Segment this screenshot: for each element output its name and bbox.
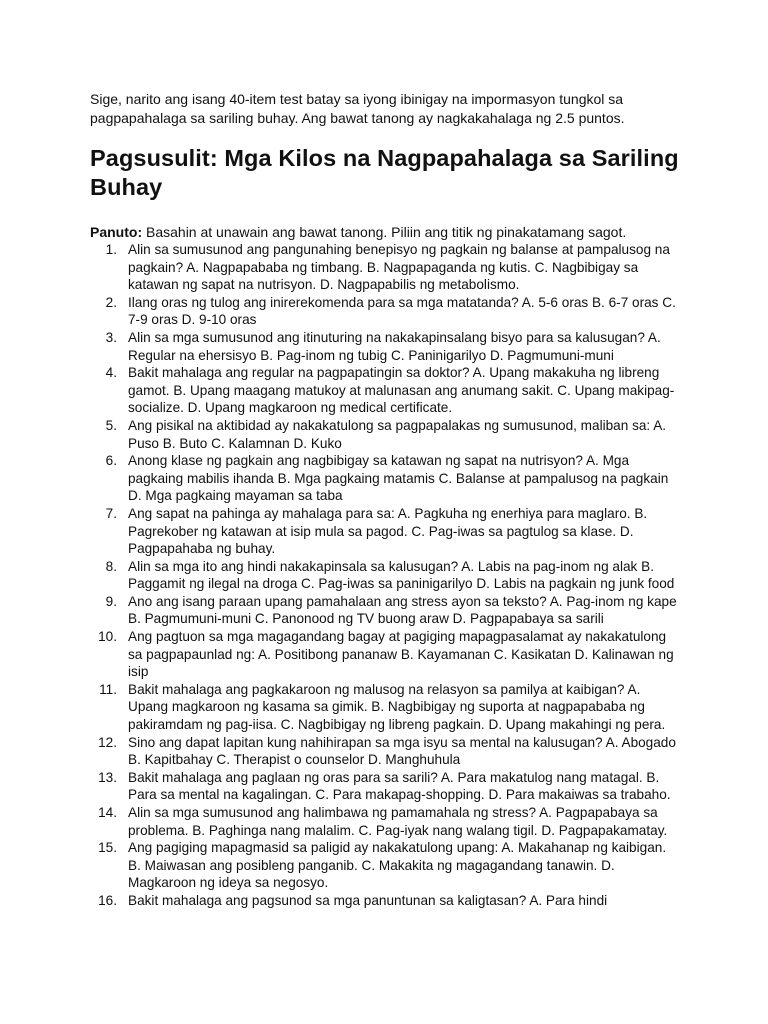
- intro-paragraph: Sige, narito ang isang 40-item test batay sa iyong ibinigay na impormasyon tungkol sa pagpapahalaga sa sariling buhay. Ang bawat tanong ay nagkakahalaga ng 2.5 puntos.: [90, 91, 625, 126]
- question-item: [90, 892, 680, 910]
- question-number: 11.: [99, 681, 117, 697]
- question-item: [90, 417, 680, 452]
- question-text: Ang pagtuon sa mga magagandang bagay at pagiging mapagpasalamat ay nakakatulong sa pagpapaunlad ng: A. Positibong pananaw B. Kayamanan C. Kasikatan D. Kalinawan ng isip: [128, 629, 674, 680]
- question-item: [90, 329, 680, 364]
- question-item: [90, 294, 680, 329]
- page-title: Pagsusulit: Mga Kilos na Nagpapahalaga sa Sariling Buhay: [90, 145, 679, 200]
- question-number: 9.: [105, 593, 117, 609]
- question-number: 15.: [98, 840, 117, 856]
- question-item: [90, 628, 680, 681]
- question-text: Ano ang isang paraan upang pamahalaan ang stress ayon sa teksto? A. Pag-inom ng kape B. Pagmumuni-muni C. Panonood ng TV buong araw D. Pagpapabaya sa sarili: [128, 593, 677, 627]
- question-number: 8.: [105, 558, 117, 574]
- question-item: [90, 681, 680, 734]
- question-item: [90, 804, 680, 839]
- question-list: [90, 241, 680, 910]
- question-text: Bakit mahalaga ang paglaan ng oras para sa sarili? A. Para makatulog nang matagal. B. Para sa mental na kagalingan. C. Para makapag-shopping. D. Para makaiwas sa trabaho.: [128, 769, 671, 803]
- instruction-line: [90, 223, 680, 241]
- question-text: Alin sa mga ito ang hindi nakakapinsala sa kalusugan? A. Labis na pag-inom ng alak B. Paggamit ng ilegal na droga C. Pag-iwas sa paninigarilyo D. Labis na pagkain ng junk food: [128, 558, 675, 592]
- question-text: Alin sa mga sumusunod ang itinuturing na nakakapinsalang bisyo para sa kalusugan? A. Regular na ehersisyo B. Pag-inom ng tubig C. Paninigarilyo D. Pagmumuni-muni: [128, 329, 661, 363]
- question-item: [90, 593, 680, 628]
- question-item: [90, 769, 680, 804]
- question-text: Bakit mahalaga ang pagkakaroon ng malusog na relasyon sa pamilya at kaibigan? A. Upang magkaroon ng kasama sa gimik. B. Nagbibigay ng suporta at nagpapababa ng pakiramdam ng pag-iisa. C. Nagbibigay ng libreng pagkain. D. Upang makahingi ng pera.: [128, 681, 666, 733]
- question-item: [90, 505, 680, 558]
- question-number: 13.: [98, 769, 117, 785]
- question-text: Ang pagiging mapagmasid sa paligid ay nakakatulong upang: A. Makahanap ng kaibigan. B. Maiwasan ang posibleng panganib. C. Makakita ng magagandang tanawin. D. Magkaroon ng ideya sa negosyo.: [128, 840, 667, 891]
- instruction-text: Basahin at unawain ang bawat tanong. Piliin ang titik ng pinakatamang sagot.: [142, 224, 627, 240]
- question-number: 1.: [105, 242, 117, 257]
- question-number: 5.: [105, 417, 117, 433]
- question-number: 16.: [98, 892, 117, 908]
- question-number: 3.: [105, 329, 117, 345]
- question-text: Bakit mahalaga ang pagsunod sa mga panuntunan sa kaligtasan? A. Para hindi: [128, 892, 608, 908]
- question-item: [90, 241, 680, 294]
- question-text: Alin sa sumusunod ang pangunahing benepisyo ng pagkain ng balanse at pampalusog na pagkain? A. Nagpapababa ng timbang. B. Nagpapaganda ng kutis. C. Nagbibigay sa katawan ng sapat na nutrisyon. D. Nagpapabilis ng metabolismo.: [128, 242, 670, 293]
- instruction-label: Panuto:: [90, 224, 143, 240]
- question-number: 14.: [98, 805, 117, 820]
- question-item: [90, 839, 680, 892]
- question-number: 4.: [105, 365, 117, 381]
- question-number: 6.: [105, 453, 117, 469]
- question-text: Bakit mahalaga ang regular na pagpapatingin sa doktor? A. Upang makakuha ng libreng gamot. B. Upang maagang matukoy at malunasan ang anumang sakit. C. Upang makipag-socialize. D. Upang magkaroon ng medical certificate.: [128, 365, 675, 416]
- question-item: [90, 452, 680, 505]
- question-text: Sino ang dapat lapitan kung nahihirapan sa mga isyu sa mental na kalusugan? A. Abogado B. Kapitbahay C. Therapist o counselor D. Manghuhula: [128, 734, 676, 768]
- question-item: [90, 364, 680, 417]
- question-number: 7.: [105, 505, 117, 521]
- question-item: [90, 558, 680, 593]
- question-text: Ang pisikal na aktibidad ay nakakatulong sa pagpapalakas ng sumusunod, maliban sa: A. Puso B. Buto C. Kalamnan D. Kuko: [128, 417, 667, 451]
- question-text: Ang sapat na pahinga ay mahalaga para sa: A. Pagkuha ng enerhiya para maglaro. B. Pagrekober ng katawan at isip mula sa pagod. C. Pag-iwas sa pagtulog sa klase. D. Pagpapahaba ng buhay.: [128, 505, 648, 557]
- question-text: Alin sa mga sumusunod ang halimbawa ng pamamahala ng stress? A. Pagpapabaya sa problema. B. Paghinga nang malalim. C. Pag-iyak nang walang tigil. D. Pagpapakamatay.: [128, 805, 668, 838]
- question-number: 12.: [98, 734, 117, 750]
- question-text: Anong klase ng pagkain ang nagbibigay sa katawan ng sapat na nutrisyon? A. Mga pagkaing mabilis ihanda B. Mga pagkaing matamis C. Balanse at pampalusog na pagkain D. Mga pagkaing mayaman sa taba: [128, 453, 669, 504]
- question-number: 2.: [105, 294, 117, 310]
- question-number: 10.: [98, 629, 117, 645]
- question-item: [90, 734, 680, 769]
- question-text: Ilang oras ng tulog ang inirerekomenda para sa mga matatanda? A. 5-6 oras B. 6-7 oras C. 7-9 oras D. 9-10 oras: [128, 294, 676, 328]
